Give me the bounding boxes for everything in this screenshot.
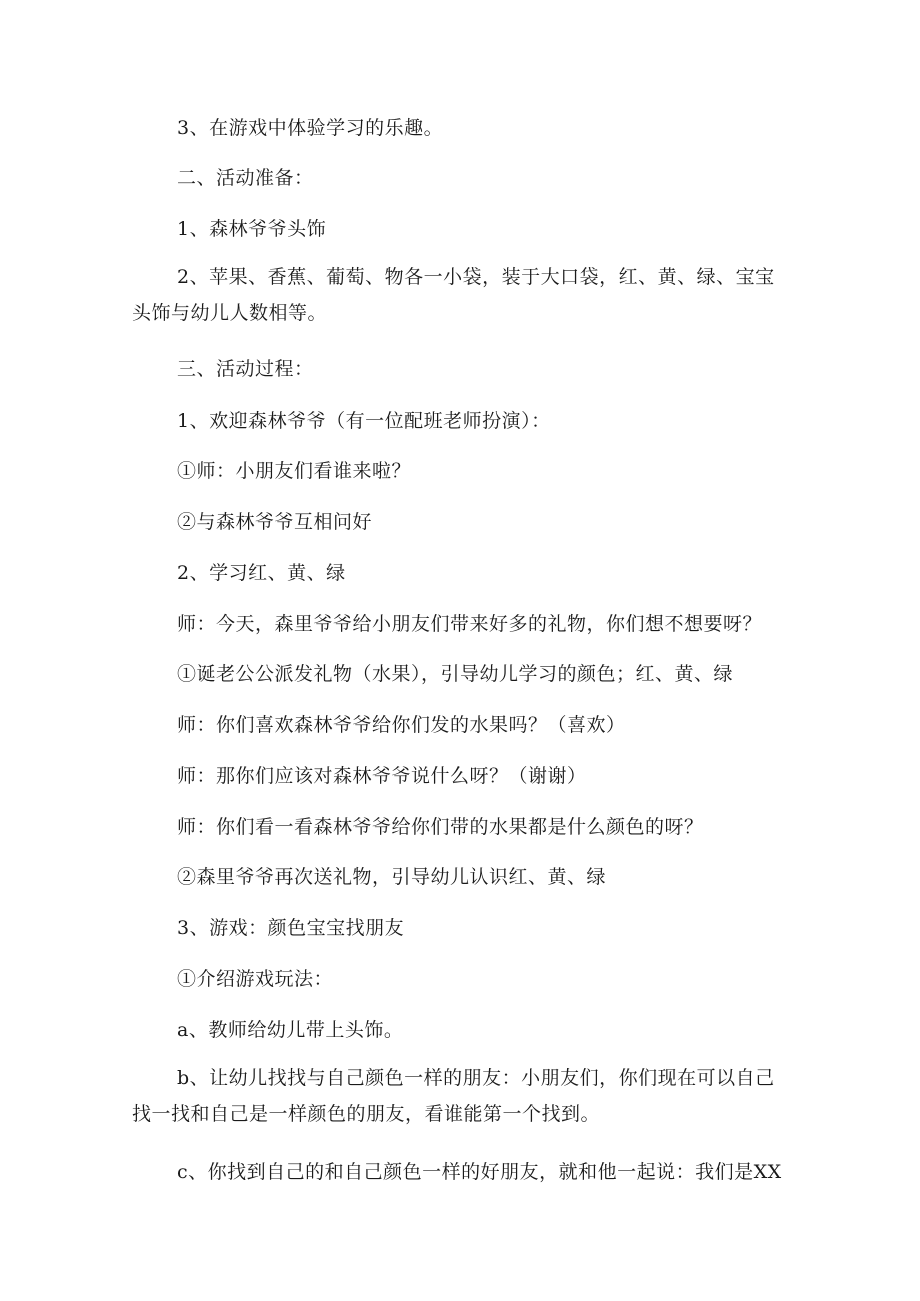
paragraph: b、让幼儿找找与自己颜色一样的朋友：小朋友们，你们现在可以自己找一找和自己是一样颜色的朋友，看谁能第一个找到。 [132, 1067, 775, 1125]
text-line: 2、学习红、黄、绿 [177, 562, 346, 584]
text-line: 师：你们喜欢森林爷爷给你们发的水果吗？（喜欢） [177, 714, 626, 736]
text-line: ①介绍游戏玩法： [177, 968, 334, 990]
text-line: ②与森林爷爷互相问好 [177, 511, 373, 533]
text-line: 师：那你们应该对森林爷爷说什么呀？（谢谢） [177, 765, 587, 787]
text-line: ①师：小朋友们看谁来啦？ [177, 460, 412, 482]
text-line: 1、森林爷爷头饰 [177, 218, 327, 240]
paragraph: 2、苹果、香蕉、葡萄、物各一小袋，装于大口袋，红、黄、绿、宝宝头饰与幼儿人数相等。 [132, 266, 775, 324]
section-heading: 三、活动过程： [177, 358, 314, 380]
text-line: ②森里爷爷再次送礼物，引导幼儿认识红、黄、绿 [177, 866, 607, 888]
text-line: a、教师给幼儿带上头饰。 [177, 1019, 404, 1041]
text-line: 1、欢迎森林爷爷（有一位配班老师扮演）： [177, 410, 551, 432]
section-heading: 二、活动准备： [177, 167, 314, 189]
text-line: 3、在游戏中体验学习的乐趣。 [177, 117, 444, 139]
text-line: ①诞老公公派发礼物（水果），引导幼儿学习的颜色；红、黄、绿 [177, 663, 734, 685]
text-line: 师：今天，森里爷爷给小朋友们带来好多的礼物，你们想不想要呀？ [177, 613, 763, 635]
text-line: 师：你们看一看森林爷爷给你们带的水果都是什么颜色的呀？ [177, 816, 704, 838]
text-line: c、你找到自己的和自己颜色一样的好朋友，就和他一起说：我们是XX [177, 1161, 782, 1183]
text-line: 3、游戏：颜色宝宝找朋友 [177, 917, 405, 939]
